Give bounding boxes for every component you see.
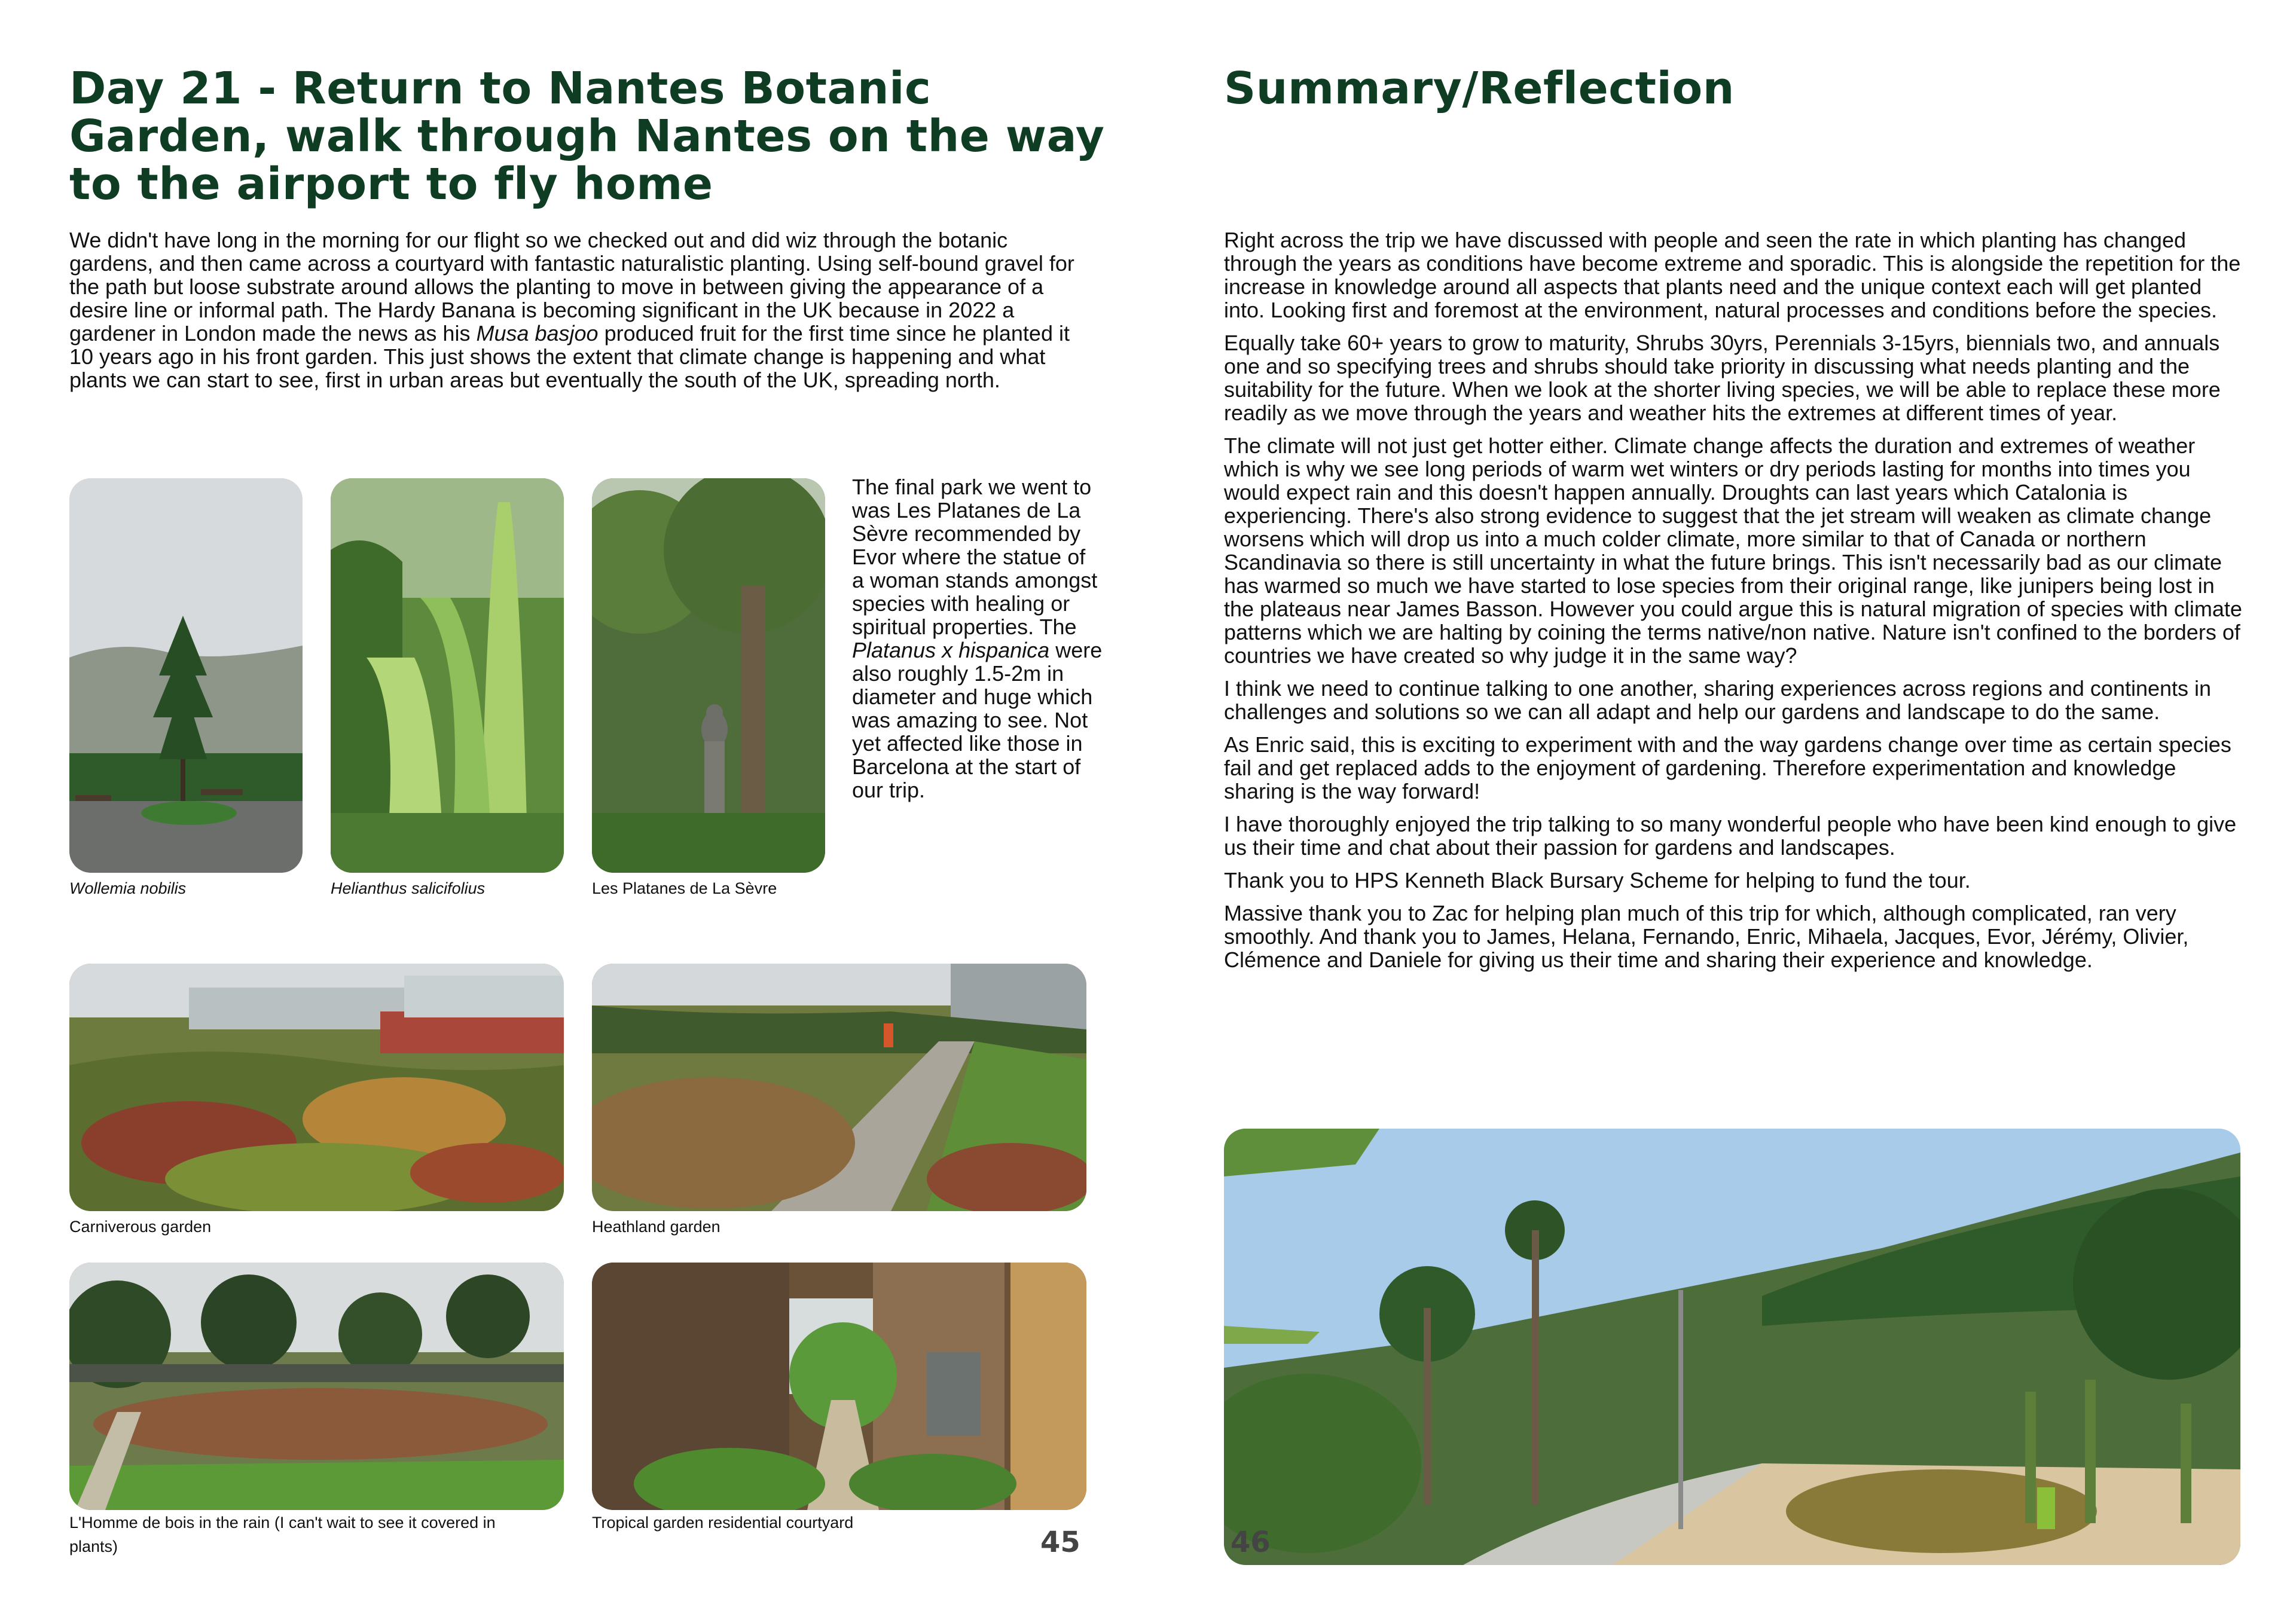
side-text-a: The final park we went to was Les Platanes de La Sèvre recommended by Evor where the statue of a woman stands amongst species with healing or spiritual properties. The [852,475,1098,639]
caption-heathland: Heathland garden [592,1218,720,1236]
side-paragraph [852,475,1103,802]
intro-paragraph [69,228,1092,392]
page-number-right: 46 [1231,1526,1271,1559]
photo-homme-de-bois [69,1263,564,1510]
summary-paragraph: I think we need to continue talking to one another, sharing experiences across regions and continents in challenges and solutions so we can all adapt and help our gardens and landscape to do the same. [1224,676,2212,724]
summary-paragraph: Right across the trip we have discussed with people and seen the rate in which planting has changed through the years as conditions have become extreme and sporadic. This is alongside the repetition for the increase in knowledge around all aspects that plants need and the unique context each will get planted into. Looking first and foremost at the environment, natural processes and conditions before the species. [1224,228,2241,322]
intro-species: Musa basjoo [476,321,599,346]
summary-body [1224,228,2246,971]
summary-paragraph: Equally take 60+ years to grow to maturity, Shrubs 30yrs, Perennials 3-15yrs, biennials two, and annuals one and so specifying trees and shrubs should take priority in discussing what needs planting and the suitability for the future. When we look at the shorter living species, we will be able to replace these more readily as we move through the years and weather hits the extremes at different times of year. [1224,331,2221,425]
photo-wollemia [69,478,303,873]
summary-paragraph: I have thoroughly enjoyed the trip talking to so many wonderful people who have been kind enough to give us their time and chat about their passion for gardens and landscapes. [1224,812,2237,860]
photo-platanes-statue [592,478,825,873]
page-title-day21: Day 21 - Return to Nantes Botanic Garden, walk through Nantes on the way to the airport to fly home [69,63,1105,210]
page-number-left: 45 [1040,1526,1080,1559]
caption-homme: L'Homme de bois in the rain (I can't wait to see it covered in plants) [69,1514,496,1555]
intro-text-a: We didn't have long in the morning for our flight so we checked out and did wiz through the botanic gardens, and then came across a courtyard with fantastic naturalistic planting. Using self-bound gravel for the path but loose substrate around allows the planting to move in between giving the appearance of a desire line or informal path. The Hardy Banana is becoming significant in the UK because in 2022 a gardener in London made the news as his [69,228,1074,346]
summary-paragraph: Thank you to HPS Kenneth Black Bursary Scheme for helping to fund the tour. [1224,868,1971,893]
caption-wollemia: Wollemia nobilis [69,879,187,897]
summary-paragraph: The climate will not just get hotter either. Climate change affects the duration and extremes of weather which is why we see long periods of warm wet winters or dry periods lasting for months into times you would expect rain and this doesn't happen annually. Droughts can last years which Catalonia is experiencing. There's also strong evidence to suggest that the jet stream will weaken as climate change worsens which will drop us into a much colder climate, more similar to that of Canada or northern Scandinavia so there is still uncertainty in what the future brings. This isn't necessarily bad as our climate has warmed so much we have started to lose species from their original range, like junipers being lost in the plateaus near James Basson. However you could argue this is natural migration of species with climate patterns which we are halting by coining the terms native/non native. Nature isn't confined to the borders of countries we have created so why judge it in the same way? [1224,433,2242,668]
photo-tropical-courtyard [592,1263,1086,1510]
summary-paragraph: As Enric said, this is exciting to experiment with and the way gardens change over time as certain species fail and get replaced adds to the enjoyment of gardening. Therefore experimentation and knowledge sharing is the way forward! [1224,732,2231,803]
photo-cactus-garden [1224,1129,2240,1565]
side-species: Platanus x hispanica [852,638,1050,662]
side-text-b: were also roughly 1.5-2m in diameter and huge which was amazing to see. Not yet affected like those in Barcelona at the start of our trip. [852,638,1103,802]
summary-paragraph: Massive thank you to Zac for helping plan much of this trip for which, although complicated, ran very smoothly. And thank you to James, Helana, Fernando, Enric, Mihaela, Jacques, Evor, Jérémy, Olivier, Clémence and Daniele for giving us their time and sharing their experience and knowledge. [1224,901,2189,972]
caption-helianthus: Helianthus salicifolius [331,879,486,897]
caption-tropical: Tropical garden residential courtyard [592,1514,854,1532]
photo-carnivorous-garden [69,964,564,1211]
photo-helianthus [331,478,564,873]
page-title-summary: Summary/Reflection [1224,63,1735,114]
intro-text-b: produced fruit for the first time since he planted it 10 years ago in his front garden. This just shows the extent that climate change is happening and what plants we can start to see, first in urban areas but eventually the south of the UK, spreading north. [69,321,1070,392]
caption-carnivorous: Carniverous garden [69,1218,212,1236]
photo-heathland-garden [592,964,1086,1211]
caption-platanes: Les Platanes de La Sèvre [592,879,777,897]
